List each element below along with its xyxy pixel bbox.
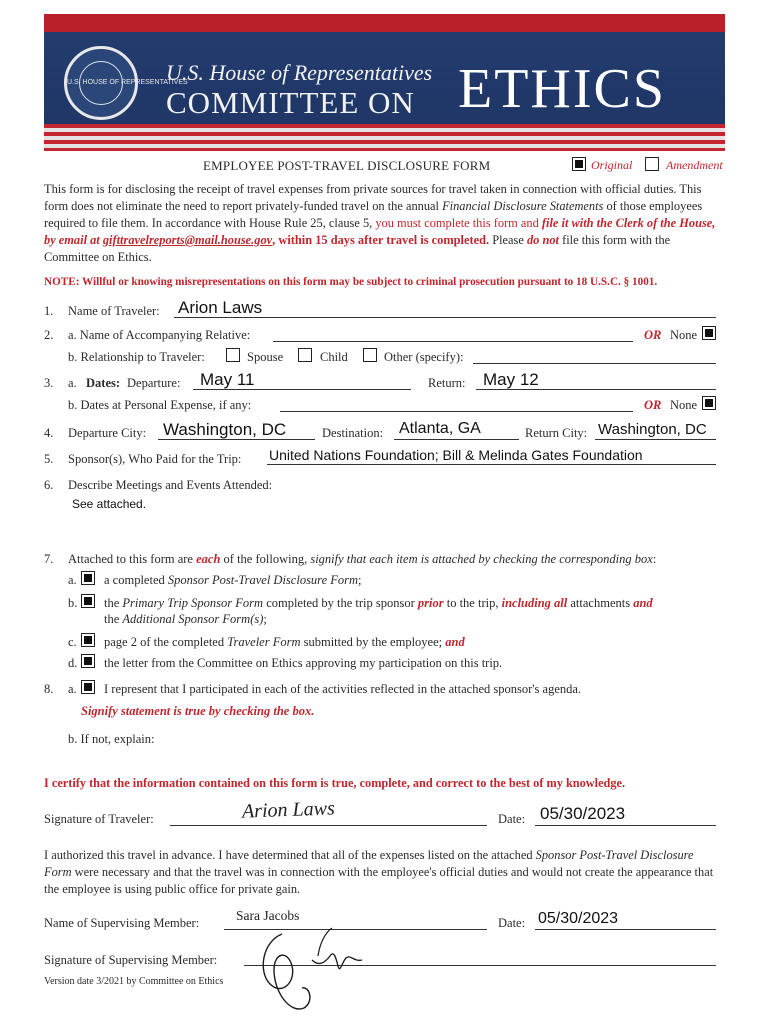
spouse-label: Spouse [247, 350, 284, 364]
destination-field[interactable]: Atlanta, GA [399, 420, 481, 437]
q2a-label: a. Name of Accompanying Relative: [68, 328, 251, 342]
q8a-letter: a. [68, 682, 77, 696]
q7b-checkbox[interactable] [81, 594, 95, 608]
q7a-text: a completed Sponsor Post-Travel Disclosure Form; [104, 573, 362, 587]
original-label: Original [591, 158, 633, 172]
supervisor-date-label: Date: [498, 916, 526, 930]
q2-number: 2. [44, 328, 54, 342]
departure-city-label: Departure City: [68, 426, 147, 440]
house-seal-logo [64, 46, 188, 120]
return-city-line [595, 439, 716, 440]
q5-number: 5. [44, 452, 54, 466]
other-checkbox[interactable] [363, 348, 377, 362]
q3b-label: b. Dates at Personal Expense, if any: [68, 398, 252, 412]
traveler-name-field[interactable]: Arion Laws [178, 298, 263, 317]
destination-label: Destination: [322, 426, 384, 440]
departure-city-field[interactable]: Washington, DC [163, 420, 287, 439]
banner-line-2: COMMITTEE ON [166, 85, 415, 120]
q7d-letter: d. [68, 656, 78, 670]
sponsor-label: Sponsor(s), Who Paid for the Trip: [68, 452, 242, 466]
q7-number: 7. [44, 552, 54, 566]
supervisor-date-field[interactable]: 05/30/2023 [538, 910, 619, 927]
amendment-label: Amendment [666, 158, 723, 172]
q2b-label: b. Relationship to Traveler: [68, 350, 205, 364]
departure-label: Departure: [127, 376, 181, 390]
personal-expense-none-checkbox[interactable] [702, 396, 716, 410]
q7d-checkbox[interactable] [81, 654, 95, 668]
q8a-checkbox[interactable] [81, 680, 95, 694]
q7-intro: Attached to this form are each of the following, signify that each item is attached by checking the corresponding box: [68, 552, 657, 566]
q7a-letter: a. [68, 573, 77, 587]
form-title: EMPLOYEE POST-TRAVEL DISCLOSURE FORM [203, 158, 491, 173]
q7c-letter: c. [68, 635, 77, 649]
q7b-letter: b. [68, 596, 78, 610]
q7c-checkbox[interactable] [81, 633, 95, 647]
q7d-text: the letter from the Committee on Ethics approving my participation on this trip. [104, 656, 503, 670]
q7b-text-cont: the Additional Sponsor Form(s); [104, 612, 267, 626]
intro-paragraph: This form is for disclosing the receipt of travel expenses from private sources for travel taken in connection with official duties. This form does not eliminate the need to report privately-funded travel on the annual Financial Disclosure Statements of those employees required to file them. In accordance with House Rule 25, clause 5, you must complete this form and file it with the Clerk of the House, by email at gifttravelreports@mail.house.gov, within 15 days after travel is completed. Please do not file this form with the Committee on Ethics. [44, 182, 716, 264]
committee-banner [44, 14, 725, 151]
original-checkbox[interactable] [572, 157, 586, 171]
supervisor-name-field[interactable]: Sara Jacobs [236, 908, 300, 923]
traveler-date-line [535, 825, 716, 826]
return-city-label: Return City: [525, 426, 588, 440]
q3b-or: OR [644, 398, 662, 412]
child-label: Child [320, 350, 348, 364]
sponsor-field[interactable]: United Nations Foundation; Bill & Melinda Gates Foundation [269, 447, 643, 463]
q7c-text: page 2 of the completed Traveler Form submitted by the employee; and [104, 635, 465, 649]
q8a-text: I represent that I participated in each of the activities reflected in the attached sponsor's agenda. [104, 682, 582, 696]
other-specify-line[interactable] [473, 363, 716, 364]
traveler-signature-label: Signature of Traveler: [44, 812, 154, 826]
traveler-signature[interactable]: Arion Laws [241, 797, 336, 823]
other-label: Other (specify): [384, 350, 464, 364]
q1-number: 1. [44, 304, 54, 318]
banner-line-3: ETHICS [458, 58, 666, 120]
q2a-none-label: None [670, 328, 698, 342]
meetings-label: Describe Meetings and Events Attended: [68, 478, 273, 492]
supervisor-date-line [535, 929, 716, 930]
banner-line-1: U.S. House of Representatives [166, 60, 433, 85]
version-footer: Version date 3/2021 by Committee on Ethics [44, 976, 224, 987]
sponsor-line [267, 464, 716, 465]
return-date-field[interactable]: May 12 [483, 370, 539, 389]
supervisor-signature-label: Signature of Supervising Member: [44, 953, 218, 967]
personal-expense-line[interactable] [280, 411, 633, 412]
supervisor-name-label: Name of Supervising Member: [44, 916, 200, 930]
q3-dates-label: Dates: [86, 376, 121, 390]
relative-name-line[interactable] [273, 341, 633, 342]
authorization-paragraph: I authorized this travel in advance. I have determined that all of the expenses listed on the attached Sponsor Post-Travel Disclosure Form were necessary and that the travel was in connection with the employee's official duties and would not create the appearance that the employee is using public office for private gain. [44, 848, 714, 896]
traveler-signature-line [170, 825, 487, 826]
meetings-field[interactable]: See attached. [72, 497, 147, 511]
spouse-checkbox[interactable] [226, 348, 240, 362]
seal-text: U.S. HOUSE OF REPRESENTATIVES [67, 79, 188, 86]
q8-number: 8. [44, 682, 54, 696]
traveler-date-field[interactable]: 05/30/2023 [540, 804, 626, 823]
departure-date-field[interactable]: May 11 [200, 370, 255, 389]
q2a-or: OR [644, 328, 662, 342]
q3-number: 3. [44, 376, 54, 390]
q7a-checkbox[interactable] [81, 571, 95, 585]
clerk-email-link[interactable]: gifttravelreports@mail.house.gov [102, 233, 273, 247]
child-checkbox[interactable] [298, 348, 312, 362]
note-warning: NOTE: Willful or knowing misrepresentations on this form may be subject to criminal prosecution pursuant to 18 U.S.C. § 1001. [44, 276, 658, 288]
q7b-text: the Primary Trip Sponsor Form completed by the trip sponsor prior to the trip, including all attachments and [104, 596, 653, 610]
amendment-checkbox[interactable] [645, 157, 659, 171]
q3a-prefix: a. [68, 376, 77, 390]
return-label: Return: [428, 376, 466, 390]
supervisor-handwritten-signature[interactable] [252, 922, 372, 1020]
q8-signify-instruction: Signify statement is true by checking the box. [81, 704, 315, 718]
q8b-label: b. If not, explain: [68, 732, 155, 746]
certification-statement: I certify that the information contained on this form is true, complete, and correct to the best of my knowledge. [44, 776, 626, 790]
relative-none-checkbox[interactable] [702, 326, 716, 340]
traveler-date-label: Date: [498, 812, 526, 826]
q3b-none-label: None [670, 398, 698, 412]
return-city-field[interactable]: Washington, DC [598, 421, 707, 438]
q6-number: 6. [44, 478, 54, 492]
destination-line [394, 439, 519, 440]
q4-number: 4. [44, 426, 54, 440]
q1-label: Name of Traveler: [68, 304, 160, 318]
